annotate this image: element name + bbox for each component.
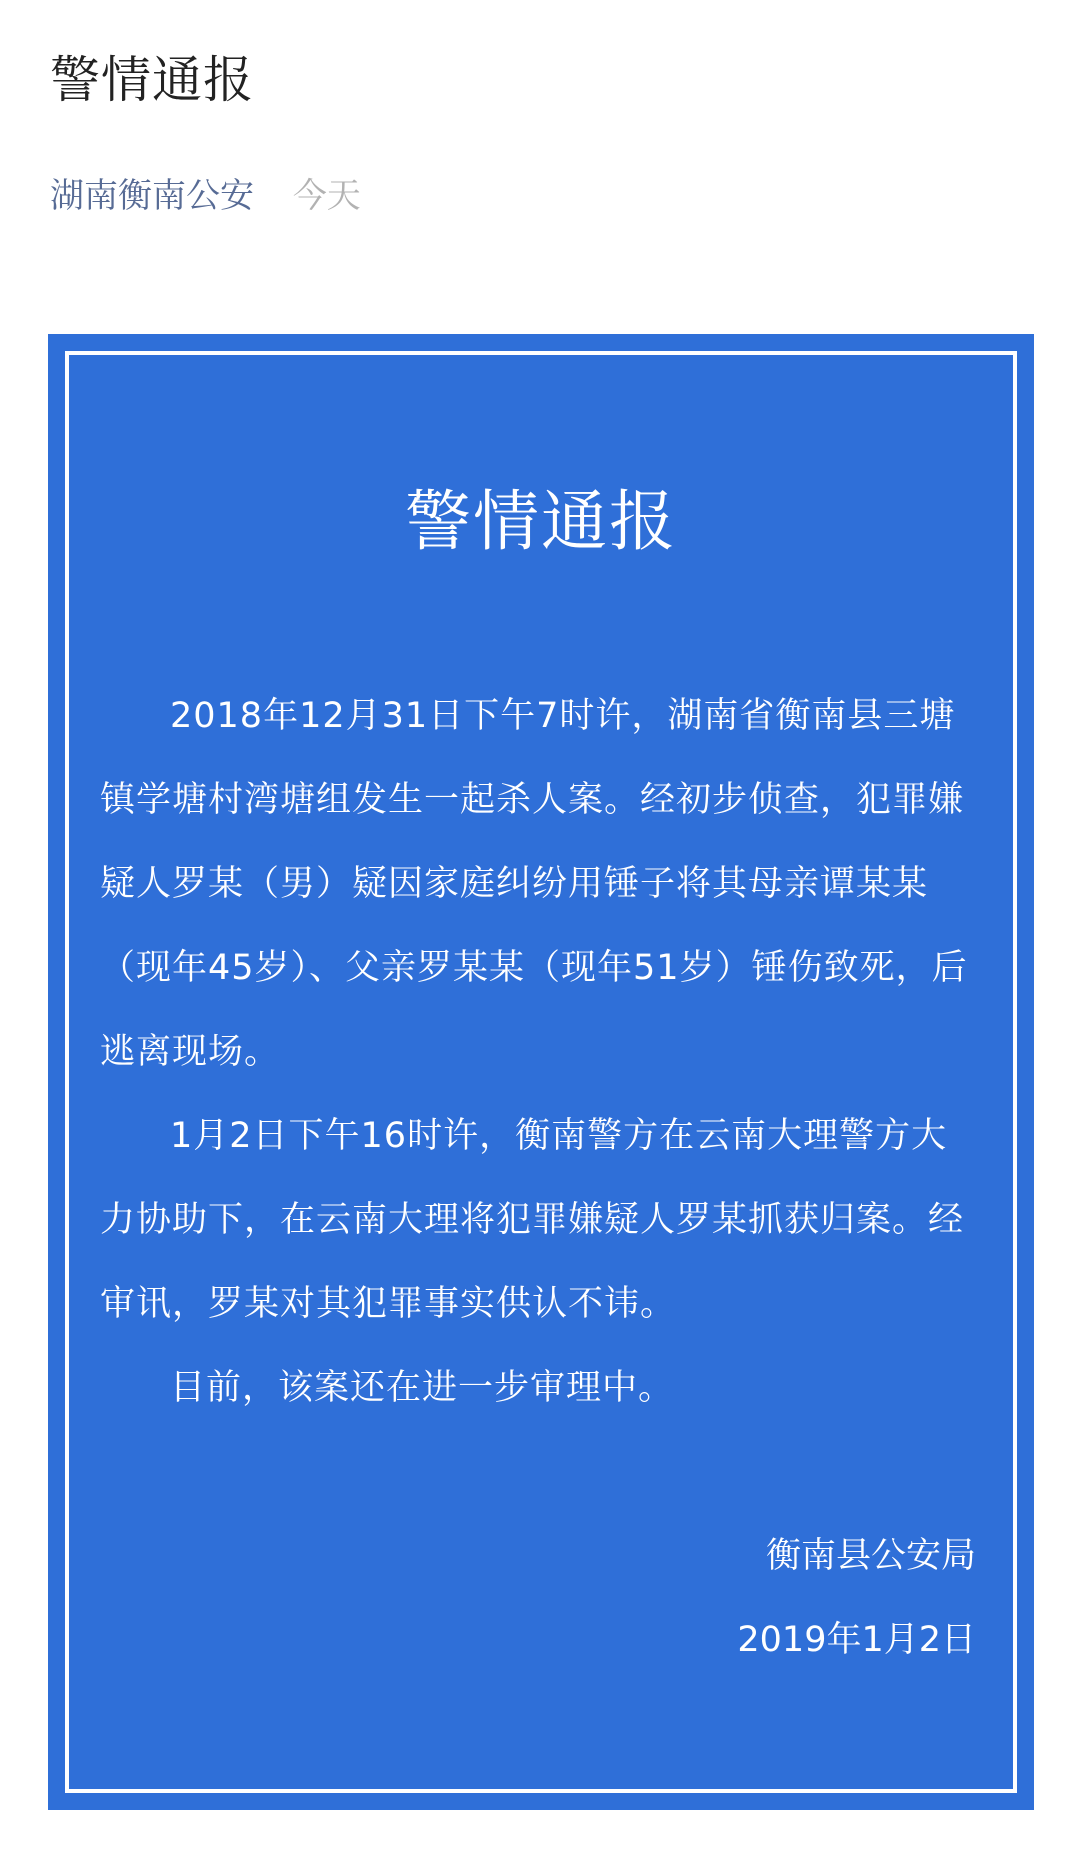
police-notice-image [48,334,1034,1810]
account-name-link[interactable]: 湖南衡南公安 [50,176,254,216]
notice-body [100,674,980,1430]
notice-title: 警情通报 [405,483,677,560]
article-header [50,40,1030,216]
issue-date: 2019年1月2日 [737,1620,976,1660]
publish-date: 今天 [292,176,361,216]
notice-paragraph-1: 2018年12月31日下午7时许，湖南省衡南县三塘镇学塘村湾塘组发生一起杀人案。经初步侦查，犯罪嫌疑人罗某（男）疑因家庭纠纷用锤子将其母亲谭某某（现年45岁）、父亲罗某某（现年51岁）锤伤致死，后逃离现场。 [100,696,968,1072]
issuer-name: 衡南县公安局 [765,1536,976,1576]
notice-paragraph-2: 1月2日下午16时许，衡南警方在云南大理警方大力协助下，在云南大理将犯罪嫌疑人罗某抓获归案。经审讯，罗某对其犯罪事实供认不讳。 [100,1116,965,1324]
notice-paragraph-3: 目前，该案还在进一步审理中。 [170,1368,675,1408]
article-title: 警情通报 [50,51,254,109]
article-meta [50,176,1030,216]
notice-signature [737,1514,976,1682]
